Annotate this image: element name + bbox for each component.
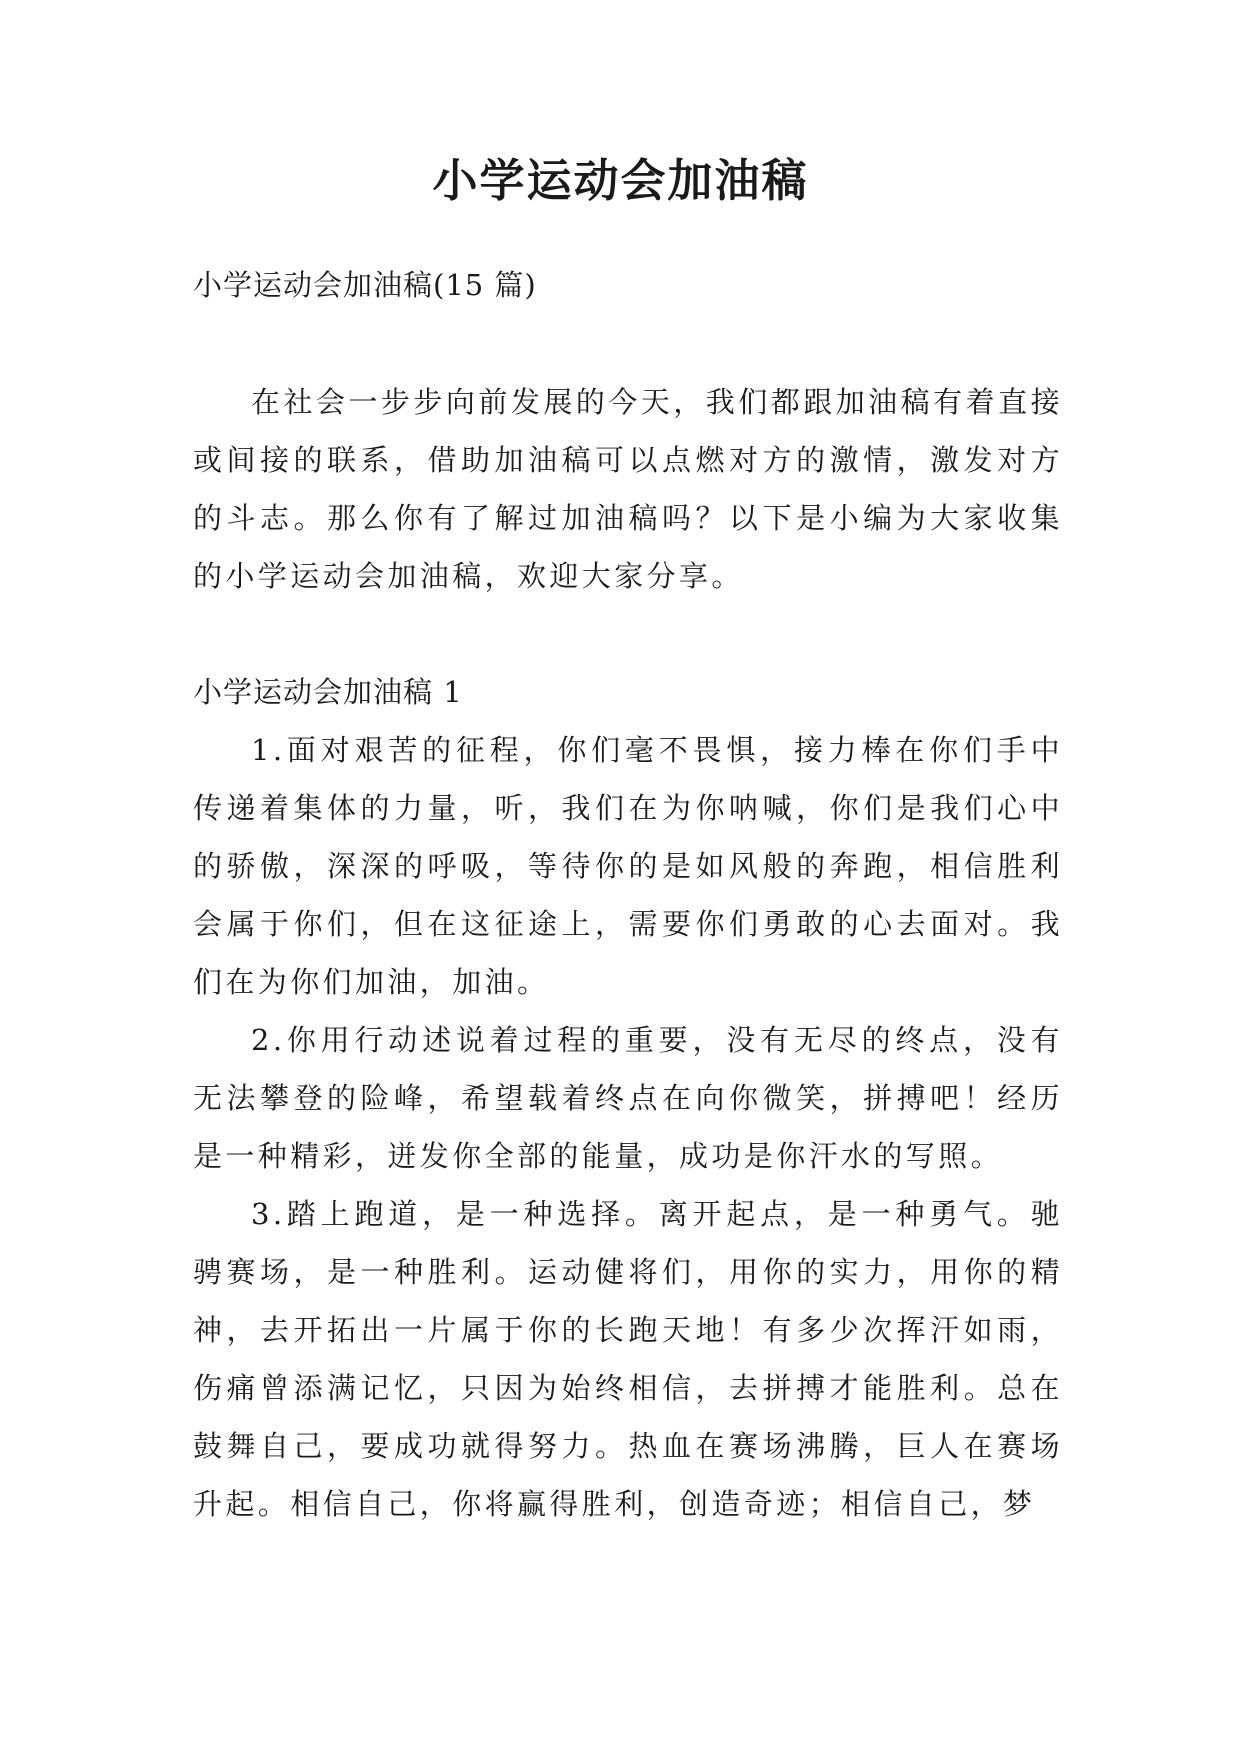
list-item: 2.你用行动述说着过程的重要，没有无尽的终点，没有无法攀登的险峰，希望载着终点在向你微笑，拼搏吧！经历是一种精彩，迸发你全部的能量，成功是你汗水的写照。 [193,1023,1063,1173]
list-item: 1.面对艰苦的征程，你们毫不畏惧，接力棒在你们手中传递着集体的力量，听，我们在为你呐喊，你们是我们心中的骄傲，深深的呼吸，等待你的是如风般的奔跑，相信胜利会属于你们，但在这征途上，需要你们勇敢的心去面对。我们在为你们加油，加油。 [193,733,1063,999]
document-title: 小学运动会加油稿 [432,154,809,207]
section-heading: 小学运动会加油稿 1 [193,675,463,709]
intro-paragraph: 在社会一步步向前发展的今天，我们都跟加油稿有着直接或间接的联系，借助加油稿可以点燃对方的激情，激发对方的斗志。那么你有了解过加油稿吗？以下是小编为大家收集的小学运动会加油稿，欢迎大家分享。 [193,385,1063,593]
document-subtitle: 小学运动会加油稿(15 篇) [193,268,537,302]
document-body [193,256,1063,1533]
list-item: 3.踏上跑道，是一种选择。离开起点，是一种勇气。驰骋赛场，是一种胜利。运动健将们，用你的实力，用你的精神，去开拓出一片属于你的长跑天地！有多少次挥汗如雨，伤痛曾添满记忆，只因为始终相信，去拼搏才能胜利。总在鼓舞自己，要成功就得努力。热血在赛场沸腾，巨人在赛场升起。相信自己，你将赢得胜利，创造奇迹；相信自己，梦 [193,1197,1063,1521]
